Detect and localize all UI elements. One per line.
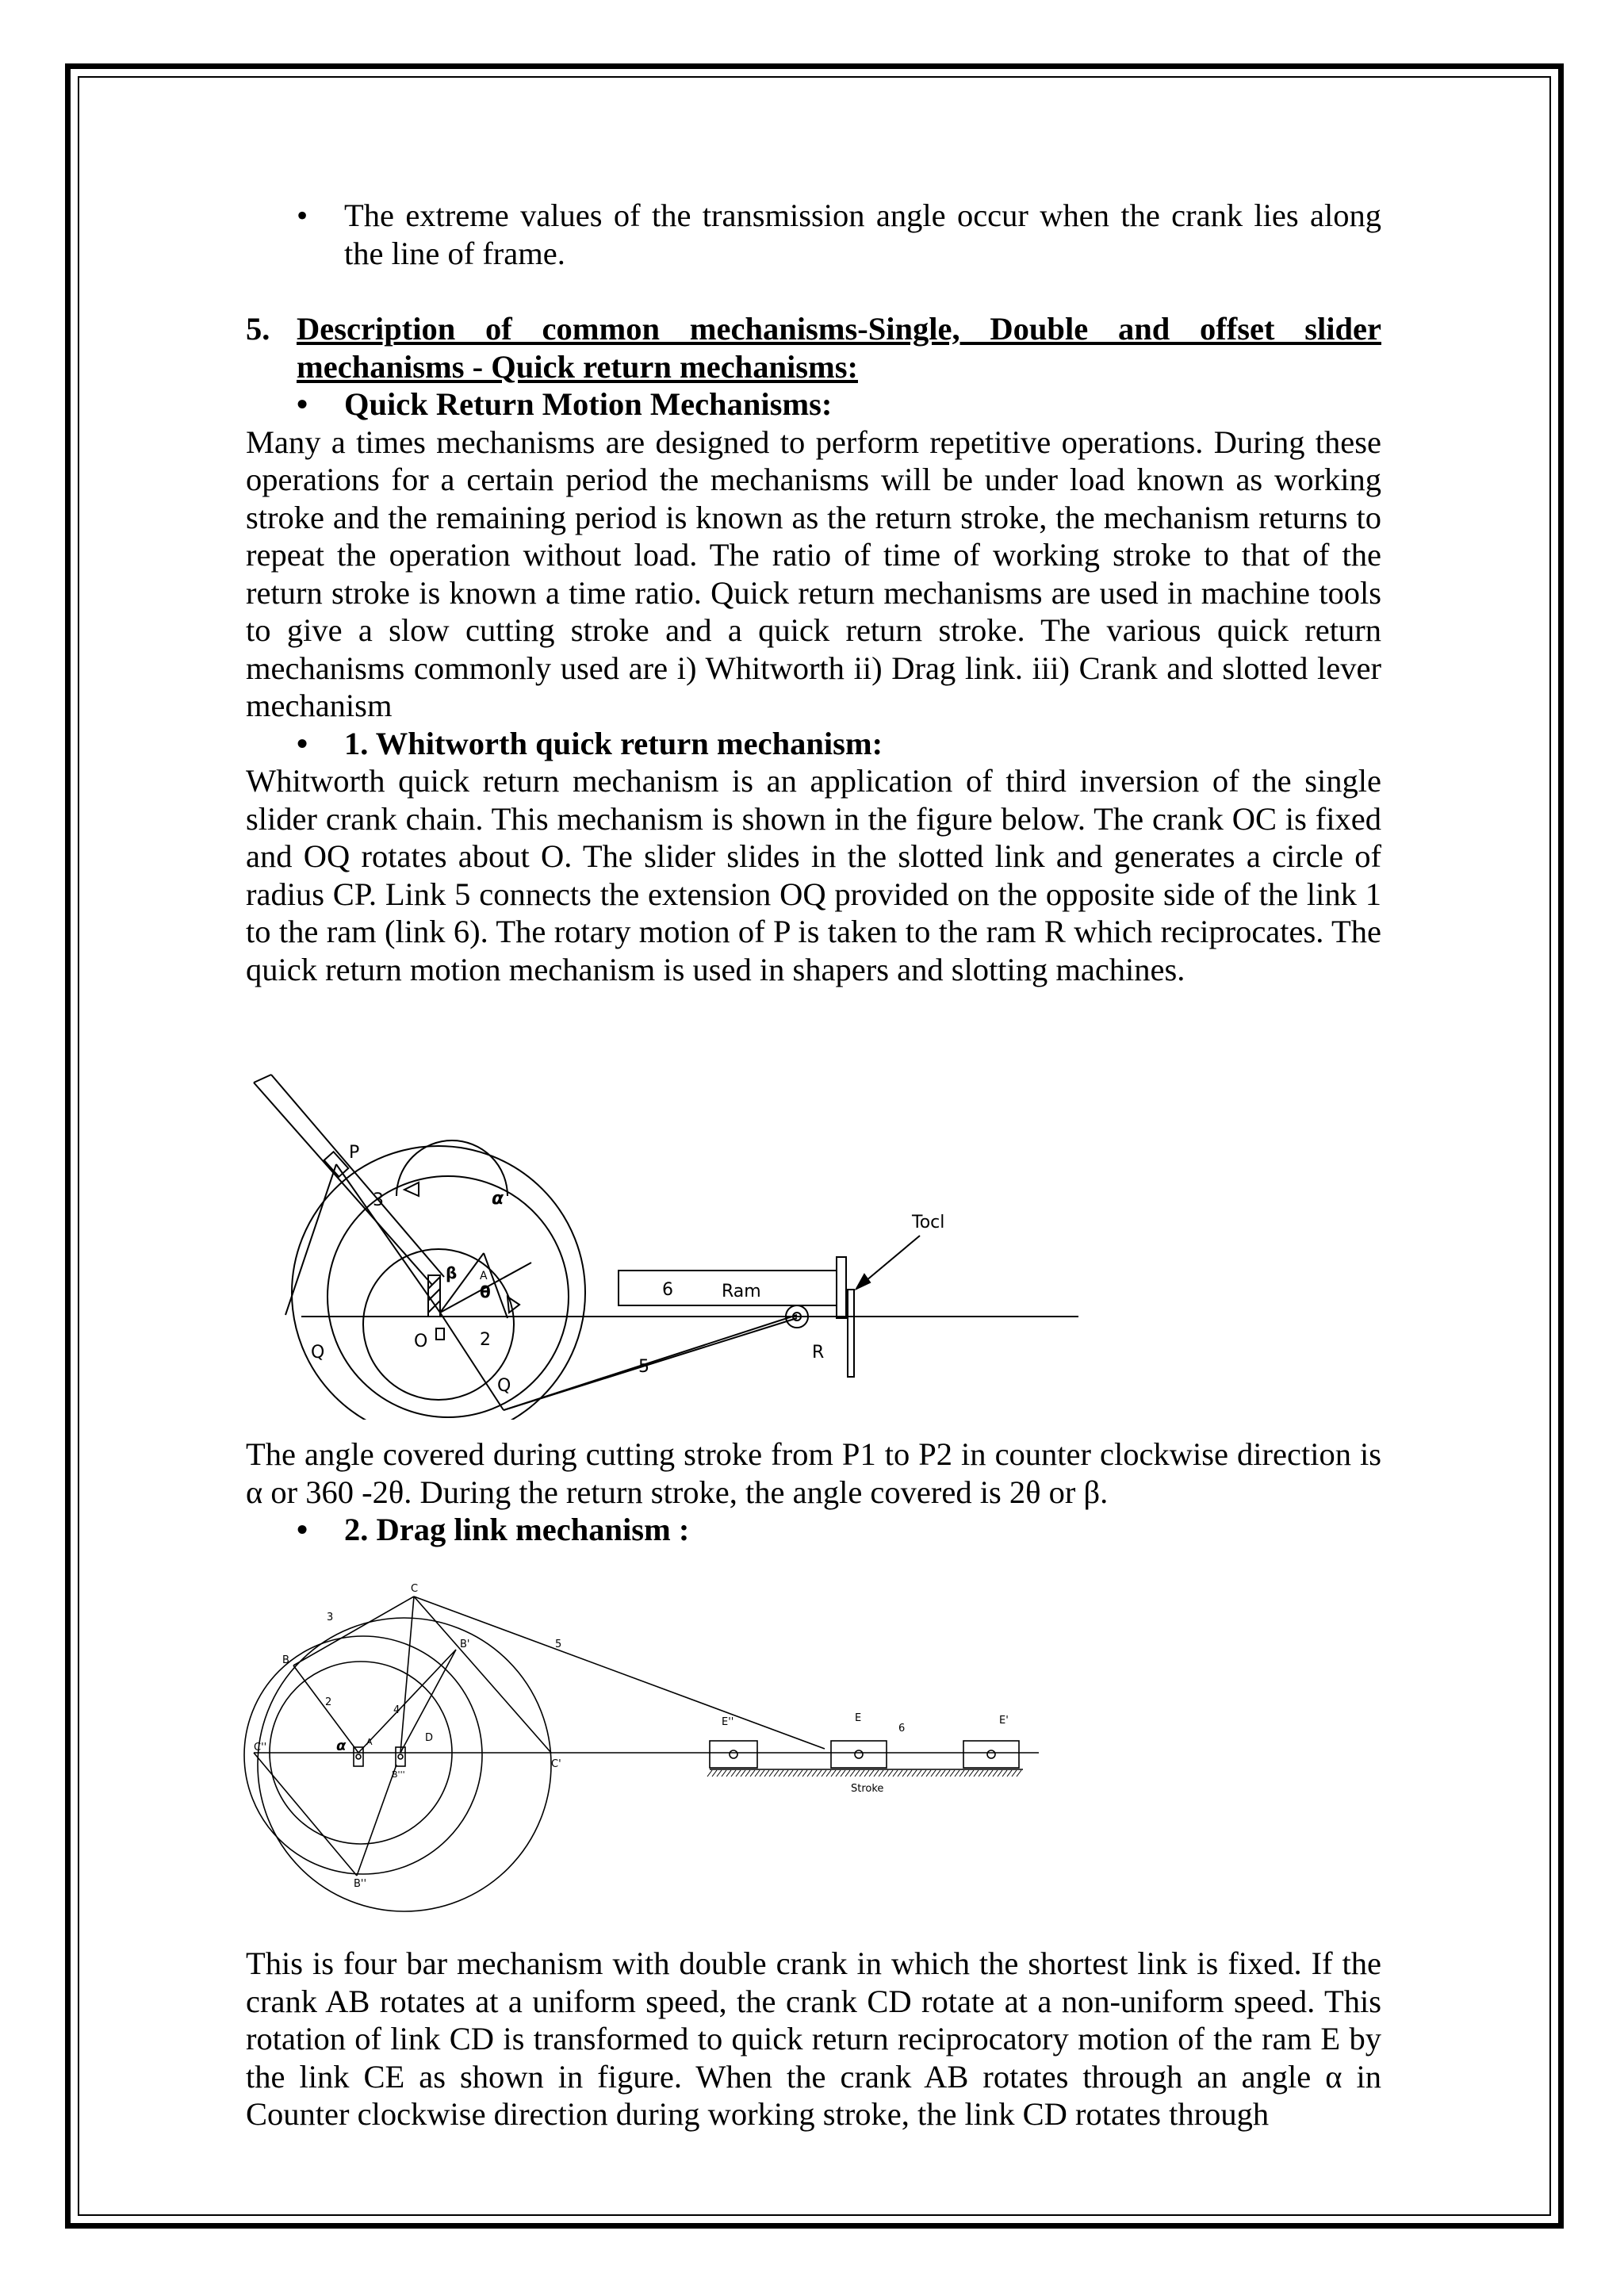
whitworth-heading <box>246 725 1381 763</box>
crank-op <box>336 1164 440 1313</box>
label-6: 6 <box>898 1723 906 1734</box>
slider-e1 <box>963 1741 1019 1768</box>
quick-return-paragraph: Many a times mechanisms are designed to perform repetitive operations. During these operations for a certain period the mechanisms will be under load known as working stroke and the remaining period is known as the return stroke, the mechanism returns to repeat the operation without load. The ratio of time of working stroke to that of the return stroke is known a time ratio. Quick return mechanisms are used in machine tools to give a slow cutting stroke and a quick return stroke. The various quick return mechanisms commonly used are i) Whitworth ii) Drag link. iii) Crank and slotted lever mechanism <box>246 424 1381 723</box>
hatch-mark <box>802 1770 807 1777</box>
label-beta: β <box>446 1263 458 1282</box>
label-ram: Ram <box>722 1282 761 1301</box>
label-3: 3 <box>327 1612 334 1623</box>
hatch-mark <box>812 1770 817 1777</box>
hatch-mark <box>945 1770 950 1777</box>
hatch-mark <box>931 1770 936 1777</box>
medium-circle <box>327 1176 569 1417</box>
label-a: A <box>366 1737 373 1747</box>
label-theta: θ <box>480 1282 491 1301</box>
ram-head <box>837 1257 846 1318</box>
hatch-mark <box>736 1770 741 1777</box>
hatch-mark <box>874 1770 879 1777</box>
hatch-mark <box>926 1770 931 1777</box>
hatch-mark <box>750 1770 755 1777</box>
hatch-mark <box>917 1770 921 1777</box>
hatch-mark <box>741 1770 745 1777</box>
pivot-o <box>436 1328 444 1340</box>
hatch-mark <box>855 1770 860 1777</box>
hatch-mark <box>760 1770 764 1777</box>
hatch-mark <box>974 1770 979 1777</box>
hatch-mark <box>817 1770 822 1777</box>
bullet-dot: • <box>297 386 308 422</box>
label-e1: E' <box>999 1715 1009 1727</box>
label-b2: B''' <box>392 1769 405 1780</box>
whitworth-heading-text: 1. Whitworth quick return mechanism: <box>344 725 883 761</box>
hatch-mark <box>1007 1770 1012 1777</box>
label-c2: C'' <box>254 1742 267 1754</box>
drag-link-heading <box>246 1511 1381 1549</box>
hatch-mark <box>864 1770 869 1777</box>
hatch-mark <box>979 1770 983 1777</box>
label-d: D <box>425 1732 434 1744</box>
label-2: 2 <box>480 1330 491 1350</box>
hatch-mark <box>998 1770 1002 1777</box>
hatch-mark <box>822 1770 826 1777</box>
hatch-mark <box>1012 1770 1017 1777</box>
large-circle <box>292 1146 585 1420</box>
hatch-mark <box>793 1770 798 1777</box>
hatch-mark <box>898 1770 902 1777</box>
link-cc1 <box>414 1596 551 1753</box>
ground-hatch <box>707 1770 1021 1777</box>
hatch-mark <box>955 1770 959 1777</box>
label-c: C <box>411 1583 419 1595</box>
label-2: 2 <box>325 1696 332 1708</box>
hatch-mark <box>1002 1770 1007 1777</box>
label-b: B <box>282 1654 289 1666</box>
label-e2: E'' <box>722 1716 734 1728</box>
hatch-mark <box>893 1770 898 1777</box>
hatch-mark <box>959 1770 964 1777</box>
section-5-heading <box>246 310 1381 385</box>
hatch-mark <box>798 1770 802 1777</box>
hatch-mark <box>964 1770 969 1777</box>
drag-link-paragraph-block <box>246 1945 1381 2133</box>
hatch-mark <box>755 1770 760 1777</box>
label-a: A <box>480 1270 488 1282</box>
section-5-number: 5. <box>246 311 270 347</box>
hatch-mark <box>912 1770 917 1777</box>
hatch-mark <box>826 1770 831 1777</box>
hatch-mark <box>850 1770 855 1777</box>
whitworth-mechanism-figure <box>238 1063 1094 1420</box>
slotted-arm-end <box>254 1075 271 1083</box>
label-tool: Tocl <box>912 1213 945 1232</box>
crank-beta <box>440 1253 484 1313</box>
bullet-transmission-angle <box>246 197 1381 272</box>
whitworth-paragraph: Whitworth quick return mechanism is an application of third inversion of the single slider crank chain. This mechanism is shown in the figure below. The crank OC is fixed and OQ rotates about O. The slider slides in the slotted link and generates a circle of radius CP. Link 5 connects the extension OQ provided on the opposite side of the link 1 to the ram (link 6). The rotary motion of P is taken to the ram R which reciprocates. The quick return motion mechanism is used in shapers and slotting machines. <box>246 763 1381 987</box>
hatch-mark <box>712 1770 717 1777</box>
label-c1: C' <box>551 1758 561 1770</box>
hatch-mark <box>764 1770 769 1777</box>
hatch-mark <box>731 1770 736 1777</box>
hatch-mark <box>879 1770 883 1777</box>
hatch-mark <box>774 1770 779 1777</box>
link-oq <box>440 1313 504 1410</box>
label-p: P <box>349 1143 360 1163</box>
whitworth-conclusion-block <box>246 1435 1381 1549</box>
whitworth-conclusion: The angle covered during cutting stroke from P1 to P2 in counter clockwise direction is α or 360 -2θ. During the return stroke, the angle covered is 2θ or β. <box>246 1436 1381 1510</box>
alpha-arrow <box>404 1182 419 1196</box>
hatch-mark <box>988 1770 993 1777</box>
hatch-mark <box>726 1770 731 1777</box>
label-q-left: Q <box>311 1343 325 1363</box>
link-c2b3 <box>254 1753 357 1876</box>
hatch-mark <box>883 1770 888 1777</box>
section-5-title: Description of common mechanisms-Single, Double and offset slider mechanisms - Quick return mechanisms: <box>297 311 1381 385</box>
bullet-dot: • <box>297 725 308 761</box>
top-text-block <box>246 197 1381 988</box>
slider-e <box>831 1741 887 1768</box>
label-alpha: α <box>492 1189 504 1209</box>
hatch-mark <box>769 1770 774 1777</box>
label-4: 4 <box>393 1704 400 1716</box>
hatch-mark <box>1017 1770 1021 1777</box>
hatch-mark <box>936 1770 940 1777</box>
link-cd <box>400 1596 414 1753</box>
label-o: O <box>414 1332 428 1351</box>
label-6: 6 <box>662 1280 673 1300</box>
tool-pointer-head <box>856 1274 870 1289</box>
hatch-mark <box>788 1770 793 1777</box>
hatch-mark <box>993 1770 998 1777</box>
link-b3d <box>357 1765 396 1876</box>
bullet-dot: • <box>297 1512 308 1547</box>
drag-link-mechanism-figure <box>238 1582 1047 1915</box>
bullet-dot: • <box>297 197 308 233</box>
hatch-mark <box>836 1770 841 1777</box>
hatch-mark <box>902 1770 907 1777</box>
drag-link-paragraph: This is four bar mechanism with double crank in which the shortest link is fixed. If the crank AB rotates at a uniform speed, the crank CD rotate at a non-uniform speed. This rotation of link CD is transformed to quick return reciprocatory motion of the ram E by the link CE as shown in figure. When the crank AB rotates through an angle α in Counter clockwise direction during working stroke, the link CD rotates through <box>246 1945 1381 2132</box>
bullet-transmission-text: The extreme values of the transmission angle occur when the crank lies along the line of frame. <box>344 197 1381 271</box>
label-b3: B'' <box>354 1878 367 1890</box>
drag-link-heading-text: 2. Drag link mechanism : <box>344 1512 690 1547</box>
link-bc <box>293 1596 414 1665</box>
label-alpha: α <box>336 1738 347 1754</box>
hatch-mark <box>783 1770 788 1777</box>
hatch-mark <box>779 1770 783 1777</box>
label-5: 5 <box>638 1357 649 1377</box>
label-r: R <box>812 1343 825 1363</box>
hatch-mark <box>983 1770 988 1777</box>
hatch-mark <box>888 1770 893 1777</box>
link-ce <box>414 1596 825 1749</box>
hatch-mark <box>860 1770 864 1777</box>
hatch-mark <box>907 1770 912 1777</box>
label-5: 5 <box>555 1639 562 1650</box>
hatch-mark <box>722 1770 726 1777</box>
link-pq <box>285 1164 336 1315</box>
label-3: 3 <box>373 1190 384 1210</box>
hatch-mark <box>717 1770 722 1777</box>
hatch-mark <box>841 1770 845 1777</box>
slider-e2 <box>710 1741 757 1768</box>
hatch-mark <box>807 1770 812 1777</box>
hatch-mark <box>869 1770 874 1777</box>
label-stroke: Stroke <box>851 1783 884 1795</box>
hatch-mark <box>950 1770 955 1777</box>
hatch-mark <box>845 1770 850 1777</box>
label-b1: B' <box>460 1639 470 1650</box>
hatch-mark <box>969 1770 974 1777</box>
link-b1a <box>358 1650 456 1753</box>
label-q-bottom: Q <box>497 1376 511 1396</box>
quick-return-heading <box>246 385 1381 424</box>
tool <box>848 1290 854 1377</box>
link-ab <box>293 1665 358 1753</box>
hatch-mark <box>745 1770 750 1777</box>
hatch-mark <box>940 1770 945 1777</box>
quick-return-heading-text: Quick Return Motion Mechanisms: <box>344 386 833 422</box>
hatch-mark <box>921 1770 926 1777</box>
hatch-mark <box>831 1770 836 1777</box>
hatch-mark <box>707 1770 712 1777</box>
slotted-arm-line-2 <box>271 1075 444 1277</box>
label-e: E <box>855 1712 862 1724</box>
